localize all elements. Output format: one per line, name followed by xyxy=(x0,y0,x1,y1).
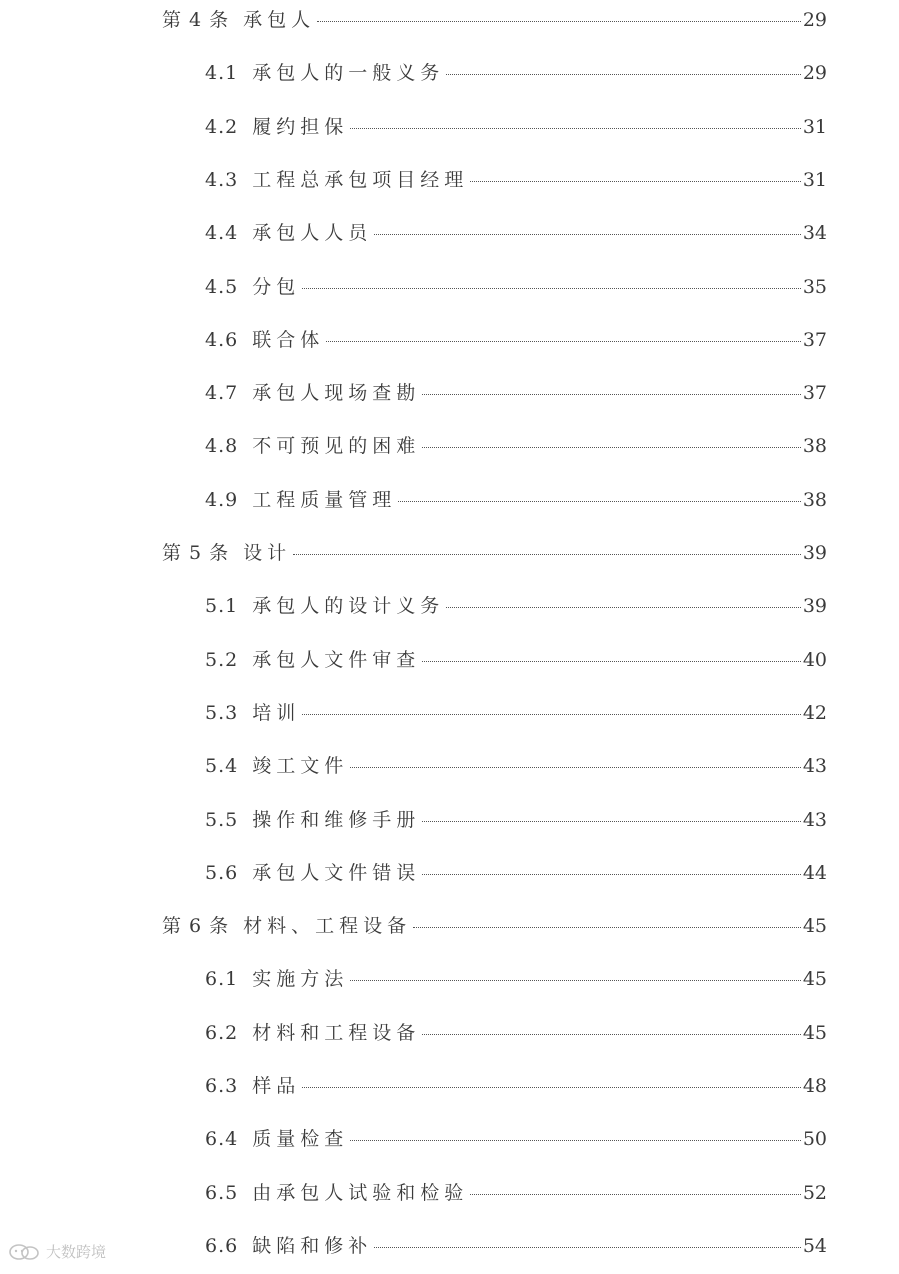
toc-entry-page-number: 45 xyxy=(802,968,827,990)
toc-chapter-entry[interactable] xyxy=(162,541,827,565)
toc-section-entry[interactable] xyxy=(205,434,827,458)
toc-entry-title: 分包 xyxy=(252,276,301,298)
toc-entry-page-number: 52 xyxy=(802,1182,827,1204)
toc-entry-title: 样品 xyxy=(252,1075,301,1097)
toc-entry-page-number: 44 xyxy=(802,862,827,884)
toc-section-entry[interactable] xyxy=(205,168,827,192)
dot-leader xyxy=(302,713,801,715)
toc-entry-page-number: 29 xyxy=(802,9,827,31)
dot-leader xyxy=(293,553,801,555)
toc-section-entry[interactable] xyxy=(205,1074,827,1098)
toc-entry-title: 联合体 xyxy=(252,329,325,351)
toc-entry-page-number: 29 xyxy=(802,62,827,84)
toc-entry-number: 6.2 xyxy=(205,1022,239,1044)
toc-entry-number: 第 5 条 xyxy=(162,542,230,564)
toc-section-entry[interactable] xyxy=(205,648,827,672)
toc-entry-page-number: 37 xyxy=(802,382,827,404)
toc-entry-number: 4.9 xyxy=(205,489,239,511)
toc-entry-title: 设计 xyxy=(243,542,292,564)
toc-entry-title: 承包人人员 xyxy=(252,222,373,244)
toc-entry-number: 5.3 xyxy=(205,702,239,724)
dot-leader xyxy=(302,287,801,289)
toc-section-entry[interactable] xyxy=(205,861,827,885)
dot-leader xyxy=(470,1193,801,1195)
toc-entry-number: 第 6 条 xyxy=(162,915,230,937)
toc-section-entry[interactable] xyxy=(205,701,827,725)
dot-leader xyxy=(374,233,801,235)
dot-leader xyxy=(350,766,801,768)
dot-leader xyxy=(302,1086,801,1088)
toc-section-entry[interactable] xyxy=(205,594,827,618)
toc-entry-number: 6.3 xyxy=(205,1075,239,1097)
toc-entry-number: 5.2 xyxy=(205,649,239,671)
toc-entry-title: 承包人 xyxy=(243,9,316,31)
toc-section-entry[interactable] xyxy=(205,221,827,245)
toc-entry-page-number: 37 xyxy=(802,329,827,351)
toc-entry-page-number: 43 xyxy=(802,809,827,831)
toc-entry-title: 材料和工程设备 xyxy=(252,1022,421,1044)
toc-entry-number: 6.4 xyxy=(205,1128,239,1150)
dot-leader xyxy=(446,606,801,608)
toc-entry-number: 5.6 xyxy=(205,862,239,884)
toc-chapter-entry[interactable] xyxy=(162,8,827,32)
toc-entry-title: 培训 xyxy=(252,702,301,724)
toc-entry-title: 质量检查 xyxy=(252,1128,349,1150)
toc-entry-page-number: 42 xyxy=(802,702,827,724)
toc-entry-page-number: 39 xyxy=(802,542,827,564)
toc-entry-number: 4.1 xyxy=(205,62,239,84)
toc-entry-title: 实施方法 xyxy=(252,968,349,990)
toc-entry-title: 材料、工程设备 xyxy=(243,915,412,937)
toc-entry-number: 4.7 xyxy=(205,382,239,404)
toc-entry-number: 5.4 xyxy=(205,755,239,777)
toc-entry-page-number: 31 xyxy=(802,169,827,191)
toc-section-entry[interactable] xyxy=(205,808,827,832)
toc-entry-page-number: 38 xyxy=(802,435,827,457)
dot-leader xyxy=(350,127,801,129)
wechat-logo-icon xyxy=(8,1243,42,1261)
toc-entry-title: 承包人文件错误 xyxy=(252,862,421,884)
toc-entry-page-number: 34 xyxy=(802,222,827,244)
toc-entry-title: 承包人文件审查 xyxy=(252,649,421,671)
toc-section-entry[interactable] xyxy=(205,115,827,139)
toc-entry-title: 工程质量管理 xyxy=(252,489,397,511)
dot-leader xyxy=(398,500,801,502)
toc-entry-number: 4.4 xyxy=(205,222,239,244)
dot-leader xyxy=(350,979,801,981)
toc-entry-number: 6.5 xyxy=(205,1182,239,1204)
dot-leader xyxy=(350,1139,801,1141)
dot-leader xyxy=(317,20,801,22)
dot-leader xyxy=(413,926,801,928)
toc-entry-page-number: 38 xyxy=(802,489,827,511)
toc-section-entry[interactable] xyxy=(205,967,827,991)
toc-section-entry[interactable] xyxy=(205,1181,827,1205)
toc-section-entry[interactable] xyxy=(205,1021,827,1045)
dot-leader xyxy=(422,660,801,662)
toc-entry-page-number: 45 xyxy=(802,1022,827,1044)
toc-entry-number: 4.3 xyxy=(205,169,239,191)
toc-entry-title: 承包人现场查勘 xyxy=(252,382,421,404)
toc-entry-page-number: 45 xyxy=(802,915,827,937)
toc-chapter-entry[interactable] xyxy=(162,914,827,938)
toc-entry-title: 竣工文件 xyxy=(252,755,349,777)
dot-leader xyxy=(470,180,801,182)
toc-entry-page-number: 35 xyxy=(802,276,827,298)
toc-entry-number: 5.5 xyxy=(205,809,239,831)
toc-entry-title: 承包人的一般义务 xyxy=(252,62,445,84)
toc-entry-number: 5.1 xyxy=(205,595,239,617)
toc-section-entry[interactable] xyxy=(205,1127,827,1151)
watermark-text: 大数跨境 xyxy=(46,1243,107,1261)
dot-leader xyxy=(446,73,801,75)
toc-section-entry[interactable] xyxy=(205,328,827,352)
toc-section-entry[interactable] xyxy=(205,754,827,778)
dot-leader xyxy=(422,393,801,395)
toc-entry-page-number: 31 xyxy=(802,116,827,138)
toc-entry-number: 第 4 条 xyxy=(162,9,230,31)
toc-entry-number: 4.5 xyxy=(205,276,239,298)
toc-section-entry[interactable] xyxy=(205,1234,827,1258)
dot-leader xyxy=(422,820,801,822)
dot-leader xyxy=(422,1033,801,1035)
dot-leader xyxy=(422,873,801,875)
toc-section-entry[interactable] xyxy=(205,488,827,512)
toc-entry-title: 由承包人试验和检验 xyxy=(252,1182,469,1204)
toc-entry-number: 4.2 xyxy=(205,116,239,138)
toc-entry-page-number: 43 xyxy=(802,755,827,777)
dot-leader xyxy=(326,340,801,342)
toc-entry-number: 6.1 xyxy=(205,968,239,990)
toc-entry-page-number: 54 xyxy=(802,1235,827,1257)
toc-entry-page-number: 40 xyxy=(802,649,827,671)
toc-entry-title: 承包人的设计义务 xyxy=(252,595,445,617)
toc-entry-number: 6.6 xyxy=(205,1235,239,1257)
watermark xyxy=(8,1241,106,1262)
toc-section-entry[interactable] xyxy=(205,275,827,299)
dot-leader xyxy=(422,446,801,448)
toc-entry-title: 缺陷和修补 xyxy=(252,1235,373,1257)
toc-entry-number: 4.8 xyxy=(205,435,239,457)
toc-entry-title: 不可预见的困难 xyxy=(252,435,421,457)
toc-entry-title: 工程总承包项目经理 xyxy=(252,169,469,191)
toc-section-entry[interactable] xyxy=(205,61,827,85)
toc-entry-title: 操作和维修手册 xyxy=(252,809,421,831)
toc-entry-title: 履约担保 xyxy=(252,116,349,138)
toc-section-entry[interactable] xyxy=(205,381,827,405)
toc-entry-page-number: 50 xyxy=(802,1128,827,1150)
toc-entry-page-number: 39 xyxy=(802,595,827,617)
dot-leader xyxy=(374,1246,801,1248)
toc-entry-page-number: 48 xyxy=(802,1075,827,1097)
toc-entry-number: 4.6 xyxy=(205,329,239,351)
